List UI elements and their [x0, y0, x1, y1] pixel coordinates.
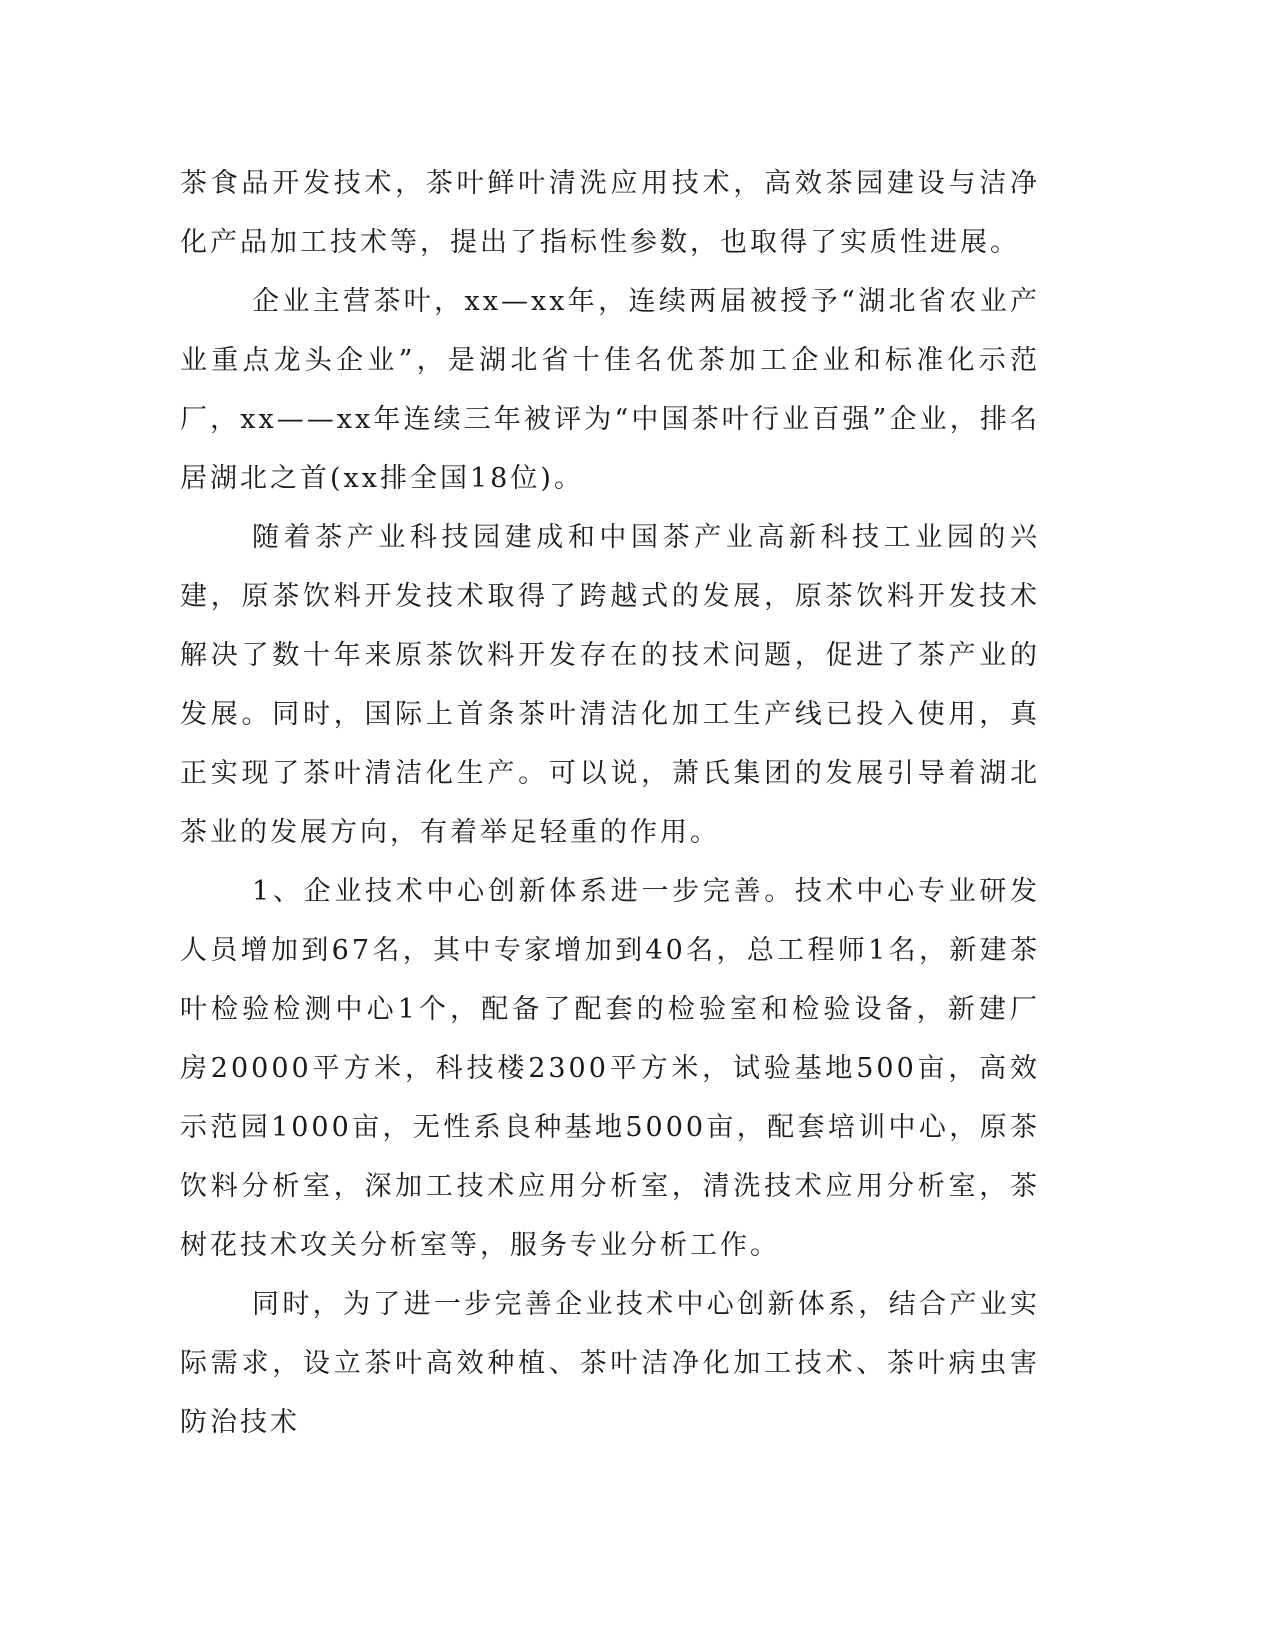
- paragraph-innovation-system: 同时，为了进一步完善企业技术中心创新体系，结合产业实际需求，设立茶叶高效种植、茶叶洁净化加工技术、茶叶病虫害防治技术: [180, 1289, 1040, 1438]
- paragraph-tech-center: 1、企业技术中心创新体系进一步完善。技术中心专业研发人员增加到67名，其中专家增加到40名，总工程师1名，新建茶叶检验检测中心1个，配备了配套的检验室和检验设备，新建厂房20000平方米，科技楼2300平方米，试验基地500亩，高效示范园1000亩，无性系良种基地5000亩，配套培训中心，原茶饮料分析室，深加工技术应用分析室，清洗技术应用分析室，茶树花技术攻关分析室等，服务专业分析工作。: [180, 876, 1040, 1261]
- paragraph-tech-park: 随着茶产业科技园建成和中国茶产业高新科技工业园的兴建，原茶饮料开发技术取得了跨越式的发展，原茶饮料开发技术解决了数十年来原茶饮料开发存在的技术问题，促进了茶产业的发展。同时，国际上首条茶叶清洁化加工生产线已投入使用，真正实现了茶叶清洁化生产。可以说，萧氏集团的发展引导着湖北茶业的发展方向，有着举足轻重的作用。: [180, 522, 1040, 848]
- document-body: [180, 154, 1040, 1452]
- paragraph-company-honors: 企业主营茶叶，xx—xx年，连续两届被授予“湖北省农业产业重点龙头企业”，是湖北省十佳名优茶加工企业和标准化示范厂，xx——xx年连续三年被评为“中国茶叶行业百强”企业，排名居湖北之首(xx排全国18位)。: [180, 286, 1040, 494]
- paragraph-continuation: 茶食品开发技术，茶叶鲜叶清洗应用技术，高效茶园建设与洁净化产品加工技术等，提出了指标性参数，也取得了实质性进展。: [180, 168, 1040, 258]
